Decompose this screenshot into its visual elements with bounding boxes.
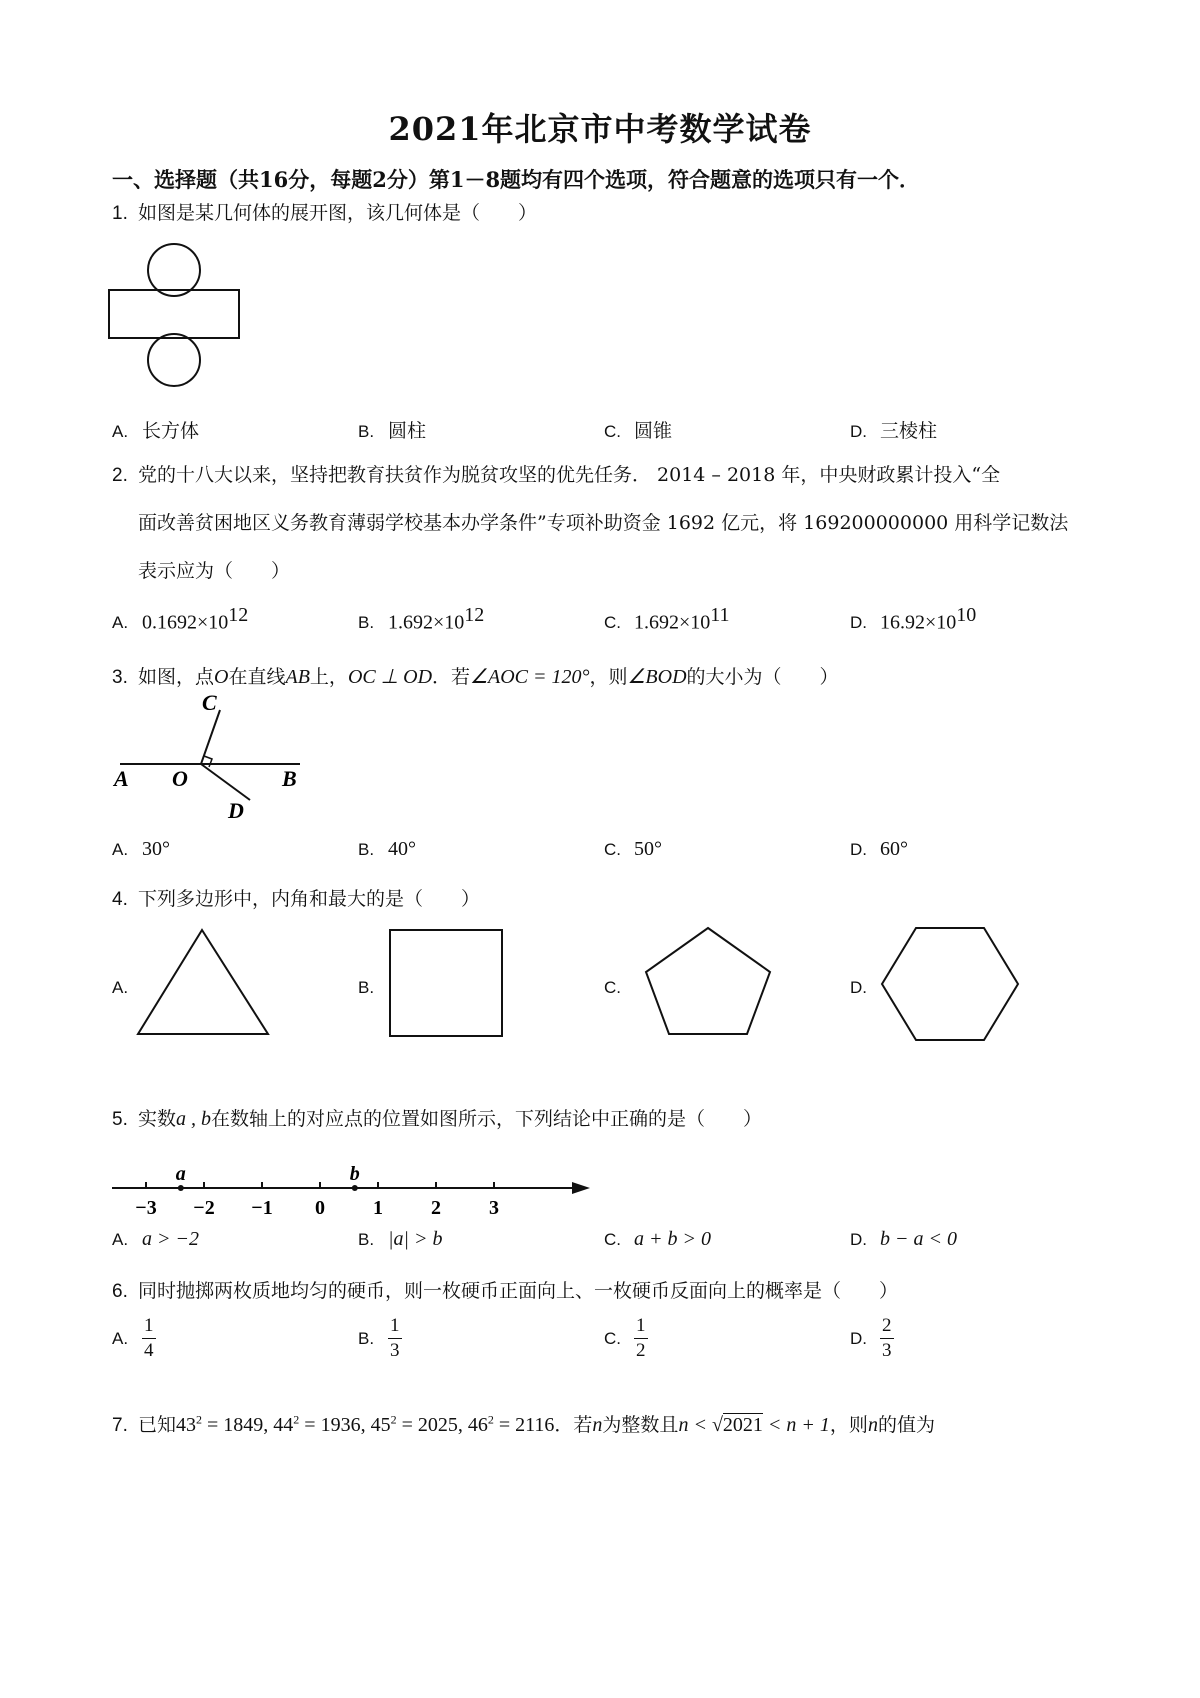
question-3: 3. 如图，点O在直线AB上，OC ⊥ OD．若∠AOC = 120°，则∠BOD的大小为（ ）	[112, 666, 839, 688]
tick-label: 3	[489, 1197, 499, 1219]
q1-option-b[interactable]: B. 圆柱	[358, 420, 427, 442]
q4-option-d[interactable]: D.	[850, 978, 867, 997]
top-circle	[148, 244, 200, 296]
ray-oc	[201, 710, 220, 764]
bottom-circle	[148, 334, 200, 386]
q6-option-b[interactable]: B. $\frac{1}{3}$	[358, 1315, 400, 1361]
label-c: C	[202, 690, 217, 715]
q3-option-b[interactable]: B. 40°	[358, 838, 416, 860]
question-number: 1.	[112, 203, 128, 224]
cylinder-net-figure	[100, 240, 260, 400]
question-7: 7. 已知$43^2 = 1849$, $44^2 = 1936$, $45^2 = 2025$, $46^2 = 2116$．若n为整数且n < √2021 < n + 1，则n的值为	[112, 1412, 935, 1436]
q5-option-c[interactable]: C. a + b > 0	[604, 1228, 711, 1250]
label-b: B	[282, 766, 297, 791]
question-text: 如图是某几何体的展开图，该几何体是（ ）	[138, 202, 538, 224]
question-text: 下列多边形中，内角和最大的是（ ）	[138, 888, 481, 910]
question-number: 6.	[112, 1281, 128, 1302]
question-text: 同时抛掷两枚质地均匀的硬币，则一枚硬币正面向上、一枚硬币反面向上的概率是（ ）	[138, 1280, 899, 1302]
radicand: 2021	[722, 1414, 763, 1436]
q3-option-d[interactable]: D. 60°	[850, 838, 908, 860]
question-text-line1: 党的十八大以来，坚持把教育扶贫作为脱贫攻坚的优先任务． 2014 – 2018 年，中央财政累计投入“全	[138, 464, 1001, 486]
question-5: 5. 实数a , b在数轴上的对应点的位置如图所示，下列结论中正确的是（ ）	[112, 1108, 763, 1130]
section-heading: 一、选择题（共16分，每题2分）第1－8题均有四个选项，符合题意的选项只有一个．	[112, 167, 921, 192]
triangle-shape	[130, 918, 270, 1048]
point-b	[352, 1185, 358, 1191]
tick-label: 2	[431, 1197, 441, 1219]
q1-option-d[interactable]: D. 三棱柱	[850, 420, 938, 442]
q2-option-a[interactable]: A. $0.1692\times 10^{12}$	[112, 604, 249, 634]
point-label-a: a	[175, 1163, 186, 1185]
point-label-b: b	[349, 1163, 360, 1185]
angle-figure	[110, 690, 310, 830]
question-6	[112, 1276, 898, 1303]
question-4	[112, 884, 480, 911]
question-text-line2: 面改善贫困地区义务教育薄弱学校基本办学条件”专项补助资金 1692 亿元，将 169200000000 用科学记数法	[138, 512, 1069, 534]
q1-option-c[interactable]: C. 圆锥	[604, 420, 673, 442]
question-text-line3: 表示应为（ ）	[138, 560, 291, 582]
tick-label: −3	[135, 1197, 157, 1219]
point-a	[178, 1185, 184, 1191]
q6-option-a[interactable]: A. $\frac{1}{4}$	[112, 1315, 154, 1361]
hexagon-shape	[882, 918, 1022, 1048]
square-shape	[380, 918, 520, 1048]
label-o: O	[172, 766, 188, 791]
tick-label: 0	[315, 1197, 325, 1219]
tick-label: −1	[251, 1197, 273, 1219]
q5-option-d[interactable]: D. b − a < 0	[850, 1228, 957, 1250]
tick-label: 1	[373, 1197, 383, 1219]
q6-option-d[interactable]: D. $\frac{2}{3}$	[850, 1315, 892, 1361]
q5-option-a[interactable]: A. a > −2	[112, 1228, 199, 1250]
lateral-rectangle	[109, 290, 239, 338]
q2-option-b[interactable]: B. $1.692\times 10^{12}$	[358, 604, 485, 634]
q1-option-a[interactable]: A. 长方体	[112, 420, 200, 442]
number-line-figure	[110, 1150, 590, 1240]
q3-option-a[interactable]: A. 30°	[112, 838, 170, 860]
q2-option-d[interactable]: D. $16.92\times 10^{10}$	[850, 604, 977, 634]
page-title: 2021年北京市中考数学试卷	[388, 110, 812, 148]
pentagon-shape	[640, 918, 780, 1048]
question-number: 2.	[112, 465, 128, 486]
q4-option-a[interactable]: A.	[112, 978, 129, 997]
question-number: 4.	[112, 889, 128, 910]
q4-option-c[interactable]: C.	[604, 978, 621, 997]
tick-label: −2	[193, 1197, 215, 1219]
axis-arrow	[572, 1182, 590, 1194]
question-2	[112, 460, 1000, 487]
q3-option-c[interactable]: C. 50°	[604, 838, 662, 860]
right-angle-mark	[204, 756, 212, 767]
question-number: 7.	[112, 1415, 128, 1436]
q2-option-c[interactable]: C. $1.692\times 10^{11}$	[604, 604, 730, 634]
question-number: 5.	[112, 1109, 128, 1130]
q6-option-c[interactable]: C. $\frac{1}{2}$	[604, 1315, 646, 1361]
question-1	[112, 198, 537, 225]
q5-option-b[interactable]: B. |a| > b	[358, 1228, 443, 1250]
question-number: 3.	[112, 667, 128, 688]
label-d: D	[228, 798, 244, 823]
q4-option-b[interactable]: B.	[358, 978, 375, 997]
ray-od	[201, 764, 250, 800]
label-a: A	[114, 766, 129, 791]
